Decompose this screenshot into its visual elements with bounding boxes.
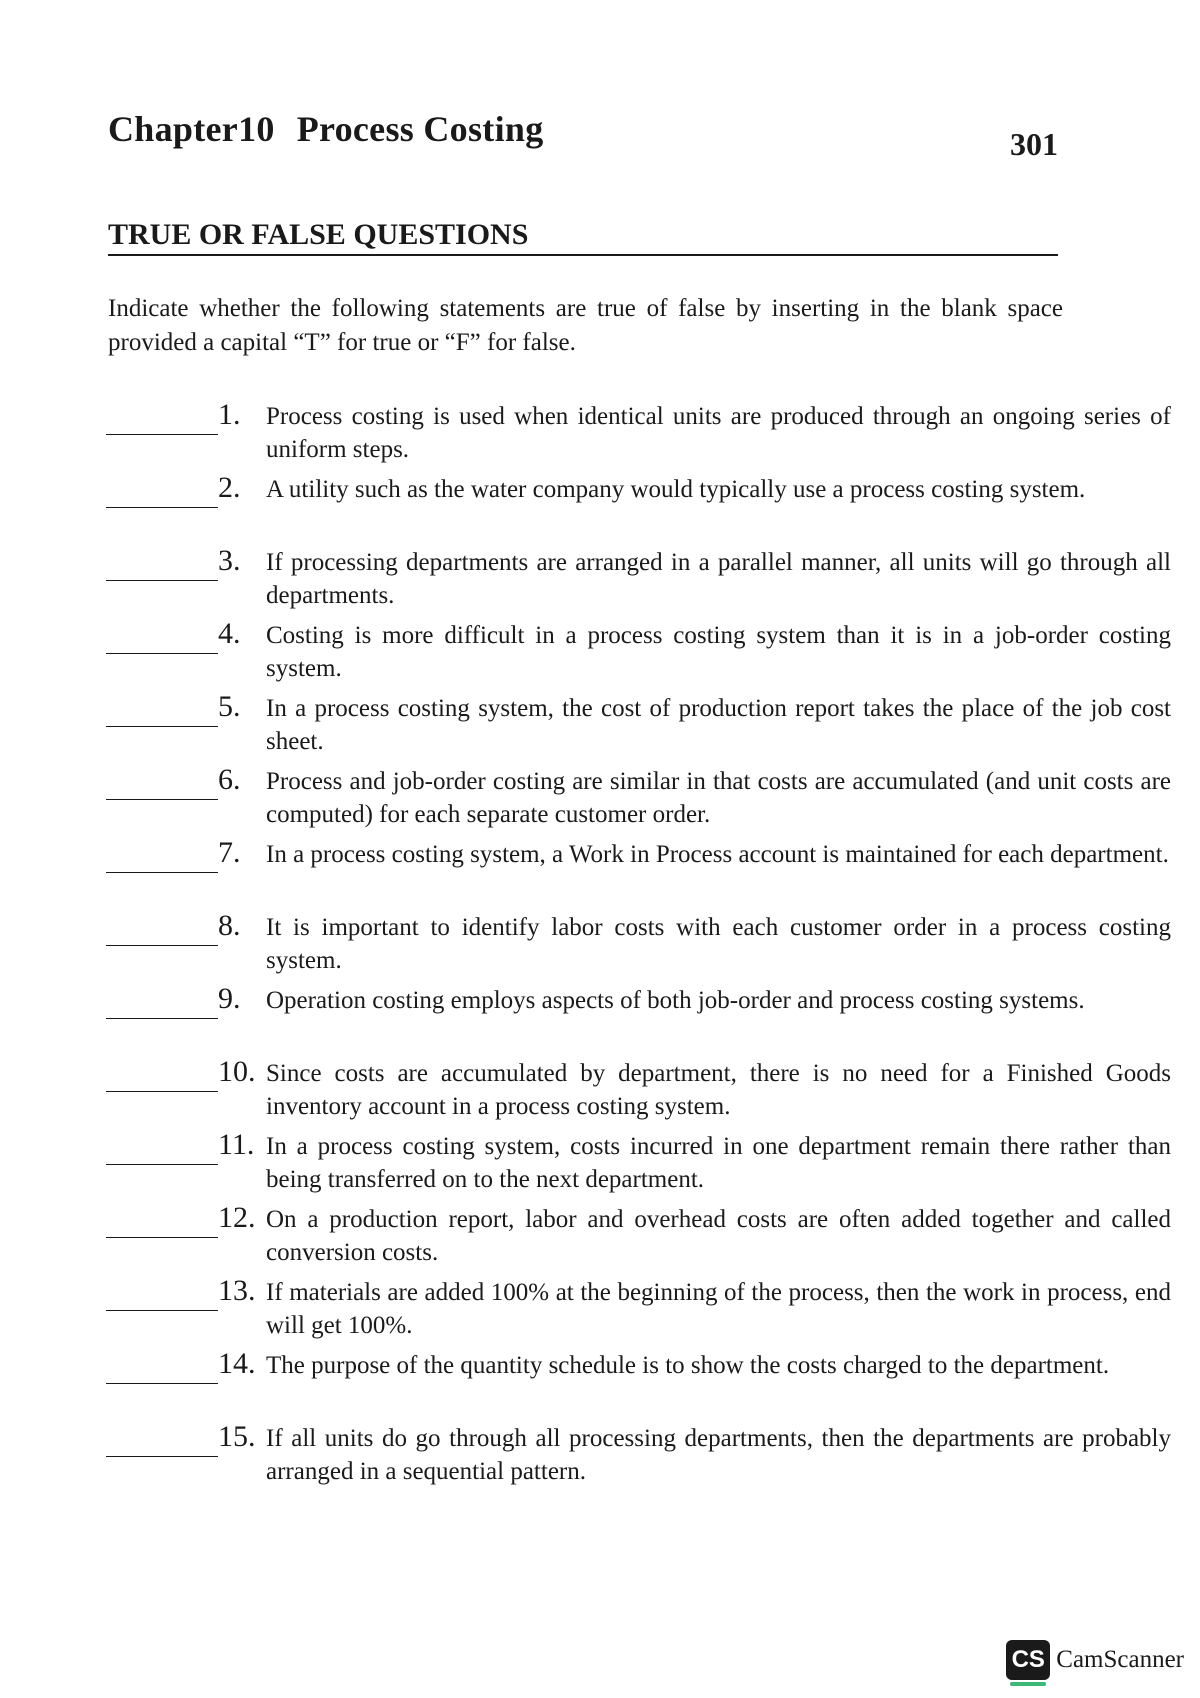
question-text: It is important to identify labor costs with each customer order in a process costing system. <box>266 914 1171 974</box>
question-item-2 <box>106 471 1086 544</box>
question-item-4 <box>106 617 1171 690</box>
answer-blank[interactable] <box>106 1018 218 1019</box>
question-item-6 <box>106 763 1171 836</box>
question-text: Since costs are accumulated by department, there is no need for a Finished Goods inventory account in a process costing system. <box>266 1060 1171 1120</box>
question-number: 12. <box>218 1201 256 1234</box>
question-text: The purpose of the quantity schedule is to show the costs charged to the department. <box>266 1352 1110 1379</box>
question-number: 4. <box>218 617 241 650</box>
answer-blank[interactable] <box>106 507 218 508</box>
camscanner-watermark <box>1006 1640 1184 1680</box>
answer-blank[interactable] <box>106 1091 218 1092</box>
question-number: 3. <box>218 544 241 577</box>
question-text: Costing is more difficult in a process costing system than it is in a job-order costing system. <box>266 622 1171 682</box>
question-number: 1. <box>218 398 241 431</box>
question-number: 11. <box>218 1128 255 1161</box>
page-header <box>108 108 1058 168</box>
question-number: 9. <box>218 982 241 1015</box>
question-item-11 <box>106 1128 1171 1201</box>
answer-blank[interactable] <box>106 580 218 581</box>
chapter-name: Process Costing <box>296 109 544 149</box>
question-item-7 <box>106 836 1169 909</box>
question-item-10 <box>106 1055 1171 1128</box>
answer-blank[interactable] <box>106 726 218 727</box>
question-item-3 <box>106 544 1171 617</box>
answer-blank[interactable] <box>106 653 218 654</box>
question-number: 6. <box>218 763 241 796</box>
camscanner-name: CamScanner <box>1056 1646 1184 1673</box>
question-number: 10. <box>218 1055 256 1088</box>
question-number: 14. <box>218 1347 256 1380</box>
answer-blank[interactable] <box>106 1237 218 1238</box>
question-item-15 <box>106 1420 1171 1493</box>
question-number: 13. <box>218 1274 256 1307</box>
chapter-title <box>108 108 544 150</box>
question-number: 2. <box>218 471 241 504</box>
question-item-8 <box>106 909 1171 982</box>
question-list <box>106 398 1171 1493</box>
question-item-5 <box>106 690 1171 763</box>
chapter-label: Chapter10 <box>108 109 275 149</box>
answer-blank[interactable] <box>106 1456 218 1457</box>
question-item-13 <box>106 1274 1171 1347</box>
question-number: 7. <box>218 836 241 869</box>
page-number: 301 <box>1010 126 1058 162</box>
question-text: If all units do go through all processing departments, then the departments are probably arranged in a sequential pattern. <box>266 1425 1171 1485</box>
answer-blank[interactable] <box>106 945 218 946</box>
question-text: In a process costing system, the cost of production report takes the place of the job cost sheet. <box>266 695 1171 755</box>
question-item-12 <box>106 1201 1171 1274</box>
camscanner-logo-icon: CS <box>1006 1640 1050 1680</box>
answer-blank[interactable] <box>106 1164 218 1165</box>
question-text: In a process costing system, costs incurred in one department remain there rather than being transferred on to the next department. <box>266 1133 1171 1193</box>
question-text: On a production report, labor and overhead costs are often added together and called conversion costs. <box>266 1206 1171 1266</box>
answer-blank[interactable] <box>106 1383 218 1384</box>
question-text: A utility such as the water company would typically use a process costing system. <box>266 476 1086 503</box>
question-text: Process and job-order costing are similar in that costs are accumulated (and unit costs are computed) for each separate customer order. <box>266 768 1171 828</box>
question-text: If processing departments are arranged in a parallel manner, all units will go through all departments. <box>266 549 1171 609</box>
question-item-9 <box>106 982 1085 1055</box>
question-text: Process costing is used when identical units are produced through an ongoing series of uniform steps. <box>266 403 1171 463</box>
question-item-1 <box>106 398 1171 471</box>
section-heading: TRUE OR FALSE QUESTIONS <box>108 218 1058 256</box>
question-text: If materials are added 100% at the beginning of the process, then the work in process, end will get 100%. <box>266 1279 1171 1339</box>
answer-blank[interactable] <box>106 799 218 800</box>
question-item-14 <box>106 1347 1110 1420</box>
answer-blank[interactable] <box>106 1310 218 1311</box>
question-text: Operation costing employs aspects of both job-order and process costing systems. <box>266 987 1085 1014</box>
question-text: In a process costing system, a Work in Process account is maintained for each department. <box>266 841 1169 868</box>
question-number: 5. <box>218 690 241 723</box>
answer-blank[interactable] <box>106 434 218 435</box>
answer-blank[interactable] <box>106 872 218 873</box>
question-number: 15. <box>218 1420 256 1453</box>
instructions-paragraph: Indicate whether the following statements are true of false by inserting in the blank space provided a capital “T” for true or “F” for false. <box>108 295 1063 356</box>
question-number: 8. <box>218 909 241 942</box>
